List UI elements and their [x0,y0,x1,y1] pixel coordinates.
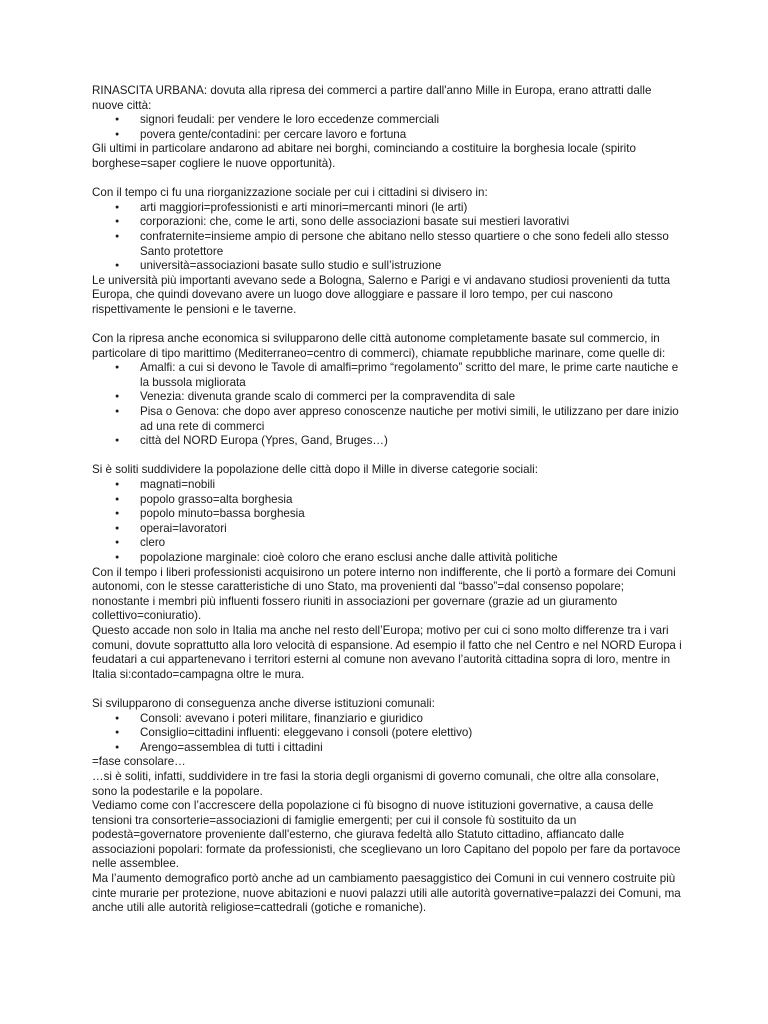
list-item: ● Arengo=assemblea di tutti i cittadini [140,741,684,756]
list-citta-marinare [92,361,684,449]
paragraph-podesta: Vediamo come con l’accrescere della popolazione ci fù bisogno di nuove istituzioni governative, a causa delle tensioni tra consorterie=associazioni di famiglie emergenti; per cui il console fù sostituito da un podestà=governatore proveniente dall'esterno, che giurava fedeltà allo Statuto cittadino, affiancato dalle associazioni popolari: formate da professionisti, che sceglievano un loro Capitano del popolo per fare da portavoce nelle assemblee. [92,799,681,871]
list-item: ● clero [140,536,684,551]
list-item: ● università=associazioni basate sullo studio e sull’istruzione [140,259,684,274]
list-item: ● popolo grasso=alta borghesia [140,493,684,508]
paragraph-fase-consolare: =fase consolare… [92,755,186,769]
list-categorie-sociali [92,478,684,566]
paragraph-istituzioni-comunali: Si svilupparono di conseguenza anche diverse istituzioni comunali: [92,696,435,710]
paragraph-rinascita-urbana: RINASCITA URBANA: dovuta alla ripresa dei commerci a partire dall'anno Mille in Europa, erano attratti dalle nuove città: [92,84,652,112]
list-item: ● signori feudali: per vendere le loro eccedenze commerciali [140,113,684,128]
list-istituzioni [92,712,684,756]
paragraph-universita: Le università più importanti avevano sede a Bologna, Salerno e Parigi e vi andavano studiosi provenienti da tutta Europa, che quindi dovevano avere un luogo dove alloggiare e passare il loro tempo, per cui nascono rispettivamente le pensioni e le taverne. [92,273,671,316]
paragraph-gap [92,449,684,464]
paragraph-europa: Questo accade non solo in Italia ma anche nel resto dell’Europa; motivo per cui ci sono molto differenze tra i vari comuni, dovute soprattutto alla loro velocità di espansione. Ad esempio il fatto che nel Centro e nel NORD Europa i feudatari a cui appartenevano i territori esterni al comune non avevano l’autorità cittadina sopra di loro, mentre in Italia si:contado=campagna oltre le mura. [92,623,682,681]
paragraph-repubbliche-marinare: Con la ripresa anche economica si svilupparono delle città autonome completamente basate sul commercio, in particolare di tipo marittimo (Mediterraneo=centro di commerci), chiamate repubbliche marinare, come quelle di: [92,332,666,360]
paragraph-comuni-autonomi: Con il tempo i liberi professionisti acquisirono un potere interno non indifferente, che li portò a formare dei Comuni autonomi, con le stesse caratteristiche di uno Stato, ma provenienti dal “basso”=dal consenso popolare; nonostante i membri più influenti fossero riuniti in associazioni per governare (grazie ad un giuramento collettivo=coniuratio). [92,565,676,623]
list-item: ● arti maggiori=professionisti e arti minori=mercanti minori (le arti) [140,201,684,216]
list-gruppi-sociali [92,201,684,274]
paragraph-gap [92,172,684,187]
paragraph-riorganizzazione: Con il tempo ci fu una riorganizzazione sociale per cui i cittadini si divisero in: [92,186,488,200]
paragraph-categorie-sociali: Si è soliti suddividere la popolazione delle città dopo il Mille in diverse categorie sociali: [92,463,538,477]
list-item: ● Amalfi: a cui si devono le Tavole di amalfi=primo “regolamento” scritto del mare, le prime carte nautiche e la bussola migliorata [140,361,684,390]
paragraph-tre-fasi: …si è soliti, infatti, suddividere in tre fasi la storia degli organismi di governo comunali, che oltre alla consolare, sono la podestarile e la popolare. [92,769,660,798]
paragraph-aumento-demografico: Ma l’aumento demografico portò anche ad un cambiamento paesaggistico dei Comuni in cui vennero costruite più cinte murarie per protezione, nuove abitazioni e nuovi palazzi utili alle autorità governative=palazzi dei Comuni, ma anche utili alle autorità religiose=cattedrali (gotiche e romaniche). [92,872,681,915]
list-item: ● Consiglio=cittadini influenti: eleggevano i consoli (potere elettivo) [140,726,684,741]
list-item: ● Pisa o Genova: che dopo aver appreso conoscenze nautiche per motivi simili, le utilizzano per dare inizio ad una rete di commerci [140,405,684,434]
paragraph-gap [92,682,684,697]
list-item: ● operai=lavoratori [140,522,684,537]
paragraph-borghesia: Gli ultimi in particolare andarono ad abitare nei borghi, cominciando a costituire la borghesia locale (spirito borghese=saper cogliere le nuove opportunità). [92,142,636,170]
list-item: ● città del NORD Europa (Ypres, Gand, Bruges…) [140,434,684,449]
list-item: ● Consoli: avevano i poteri militare, finanziario e giuridico [140,712,684,727]
list-item: ● magnati=nobili [140,478,684,493]
list-item: ● povera gente/contadini: per cercare lavoro e fortuna [140,128,684,143]
list-item: ● confraternite=insieme ampio di persone che abitano nello stesso quartiere o che sono fedeli allo stesso Santo protettore [140,230,684,259]
list-item: ● Venezia: divenuta grande scalo di commerci per la compravendita di sale [140,390,684,405]
list-item: ● popolo minuto=bassa borghesia [140,507,684,522]
list-item: ● popolazione marginale: cioè coloro che erano esclusi anche dalle attività politiche [140,551,684,566]
paragraph-gap [92,318,684,333]
list-nuovi-abitanti [92,113,684,142]
list-item: ● corporazioni: che, come le arti, sono delle associazioni basate sui mestieri lavorativi [140,215,684,230]
